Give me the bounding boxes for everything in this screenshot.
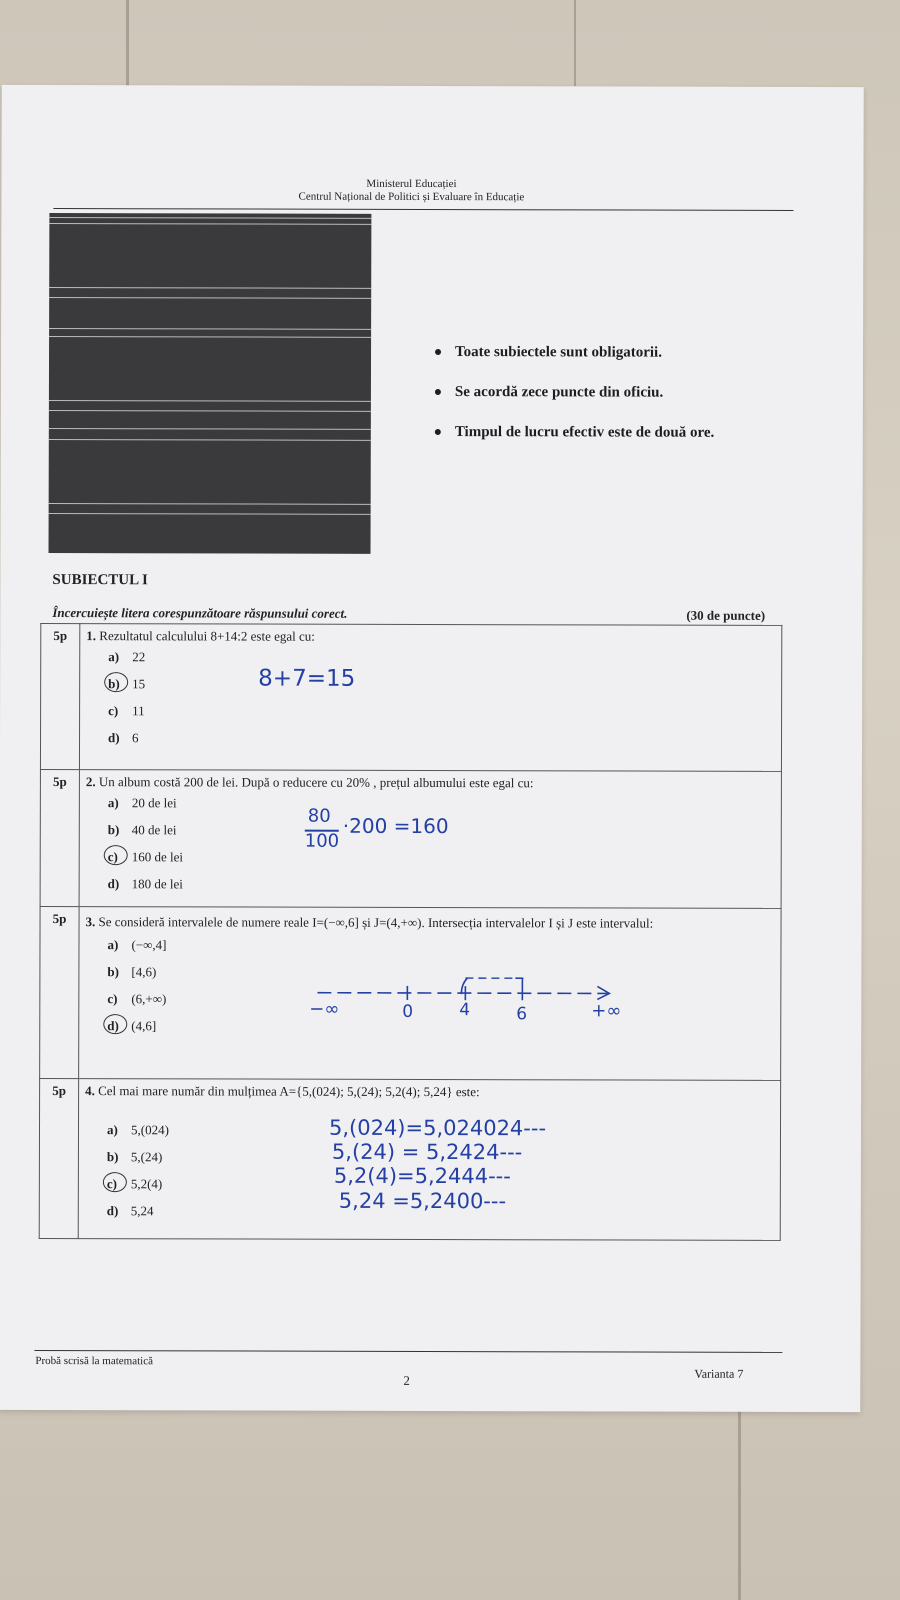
option-text: (4,6] bbox=[131, 1018, 157, 1034]
option-letter: c) bbox=[106, 1176, 117, 1192]
option-letter: c) bbox=[107, 991, 118, 1007]
option-text: (−∞,4] bbox=[131, 937, 167, 953]
exam-page bbox=[0, 85, 864, 1412]
option-letter: d) bbox=[107, 1018, 119, 1034]
handwritten-fraction-den: 100 bbox=[304, 830, 340, 852]
answer-option[interactable] bbox=[86, 875, 775, 904]
question-number: 2. bbox=[85, 774, 96, 790]
handwritten-fraction-num: 80 bbox=[307, 805, 331, 827]
answer-circle bbox=[104, 845, 128, 865]
instruction-item: Toate subiectele sunt obligatorii. bbox=[431, 344, 811, 385]
option-text: 40 de lei bbox=[131, 822, 177, 838]
option-text: [4,6) bbox=[131, 964, 157, 980]
option-letter: c) bbox=[108, 703, 119, 719]
question-points: 5p bbox=[40, 623, 79, 769]
footer-variant: Varianta 7 bbox=[694, 1366, 744, 1381]
redacted-block bbox=[49, 213, 372, 554]
option-letter: a) bbox=[106, 1122, 118, 1138]
option-text: 180 de lei bbox=[131, 876, 183, 892]
question-text: Se consideră intervalele de numere reale I=(−∞,6] și J=(4,+∞). Intersecția intervalelor I și J este intervalul: bbox=[98, 914, 654, 931]
handwritten-q4-line: 5,2(4)=5,2444--- bbox=[333, 1163, 511, 1189]
answer-circle bbox=[103, 1172, 127, 1192]
option-letter: d) bbox=[107, 876, 120, 892]
question-number: 3. bbox=[85, 914, 96, 930]
option-letter: a) bbox=[107, 795, 119, 811]
answer-circle bbox=[103, 1014, 127, 1034]
question-points: 5p bbox=[39, 1078, 78, 1238]
handwritten-q4-line: 5,24 =5,2400--- bbox=[338, 1188, 507, 1214]
answer-option[interactable] bbox=[86, 675, 775, 704]
question-number: 1. bbox=[86, 628, 97, 644]
handwritten-label: 6 bbox=[516, 1004, 528, 1025]
option-text: 5,(024) bbox=[130, 1122, 169, 1138]
answer-option[interactable] bbox=[85, 936, 774, 965]
center-name: Centrul Național de Politici și Evaluare în Educație bbox=[298, 190, 525, 204]
option-text: 22 bbox=[132, 649, 146, 665]
question-body bbox=[79, 624, 781, 772]
option-letter: d) bbox=[108, 730, 120, 746]
table-grain bbox=[574, 0, 576, 86]
question-points: 5p bbox=[40, 769, 79, 906]
subject-points: (30 de puncte) bbox=[686, 607, 766, 623]
subject-instruction: Încercuiește litera corespunzătoare răspunsului corect. bbox=[52, 605, 348, 621]
question-number: 4. bbox=[85, 1083, 95, 1099]
header-rule bbox=[53, 208, 793, 211]
answer-option[interactable] bbox=[86, 648, 775, 677]
option-letter: a) bbox=[107, 937, 119, 953]
option-letter: a) bbox=[108, 649, 120, 665]
option-letter: b) bbox=[106, 1149, 119, 1165]
option-text: 11 bbox=[132, 703, 145, 719]
table-grain bbox=[126, 0, 129, 86]
option-text: 5,24 bbox=[130, 1203, 154, 1219]
answer-option[interactable] bbox=[86, 848, 775, 877]
instruction-item: Se acordă zece puncte din oficiu. bbox=[431, 384, 811, 425]
handwritten-q2-result: ·200 =160 bbox=[342, 813, 449, 839]
option-letter: d) bbox=[106, 1203, 119, 1219]
answer-option[interactable] bbox=[86, 702, 775, 731]
question-points: 5p bbox=[40, 906, 79, 1078]
question-row bbox=[40, 623, 781, 771]
option-text: (6,+∞) bbox=[131, 991, 167, 1007]
question-text: Rezultatul calculului 8+14:2 este egal cu: bbox=[99, 628, 315, 644]
page-number: 2 bbox=[403, 1372, 410, 1388]
option-text: 20 de lei bbox=[131, 795, 177, 811]
option-text: 15 bbox=[132, 676, 146, 692]
ministry-name: Ministerul Educației bbox=[366, 177, 457, 191]
handwritten-label: −∞ bbox=[309, 998, 340, 1020]
handwritten-q4-line: 5,(24) = 5,2424--- bbox=[331, 1139, 523, 1165]
option-text: 5,(24) bbox=[130, 1149, 163, 1165]
question-row bbox=[40, 769, 781, 908]
page-header bbox=[251, 178, 571, 205]
answer-circle bbox=[104, 672, 128, 692]
handwritten-label: +∞ bbox=[591, 1000, 622, 1022]
option-text: 160 de lei bbox=[131, 849, 184, 865]
handwritten-label: 0 bbox=[402, 1001, 414, 1022]
subject-title: SUBIECTUL I bbox=[52, 572, 148, 589]
option-letter: c) bbox=[107, 849, 118, 865]
handwritten-label: 4 bbox=[459, 1000, 471, 1021]
option-text: 6 bbox=[132, 730, 139, 746]
option-letter: b) bbox=[107, 964, 119, 980]
option-letter: b) bbox=[108, 676, 120, 692]
handwritten-q4-line: 5,(024)=5,024024--- bbox=[328, 1115, 547, 1141]
option-text: 5,2(4) bbox=[130, 1176, 163, 1192]
question-text: Cel mai mare număr din mulțimea A={5,(024); 5,(24); 5,2(4); 5,24} este: bbox=[98, 1083, 480, 1100]
general-instructions bbox=[431, 344, 811, 465]
answer-option[interactable] bbox=[86, 729, 775, 758]
instruction-item: Timpul de lucru efectiv este de două ore. bbox=[431, 424, 811, 465]
question-body bbox=[79, 770, 781, 909]
footer-exam-name: Probă scrisă la matematică bbox=[35, 1354, 154, 1368]
option-letter: b) bbox=[107, 822, 120, 838]
handwritten-q1: 8+7=15 bbox=[258, 665, 356, 692]
table-grain bbox=[738, 1411, 741, 1600]
question-text: Un album costă 200 de lei. După o reducere cu 20% , prețul albumului este egal cu: bbox=[98, 774, 534, 791]
footer-rule bbox=[34, 1350, 782, 1353]
